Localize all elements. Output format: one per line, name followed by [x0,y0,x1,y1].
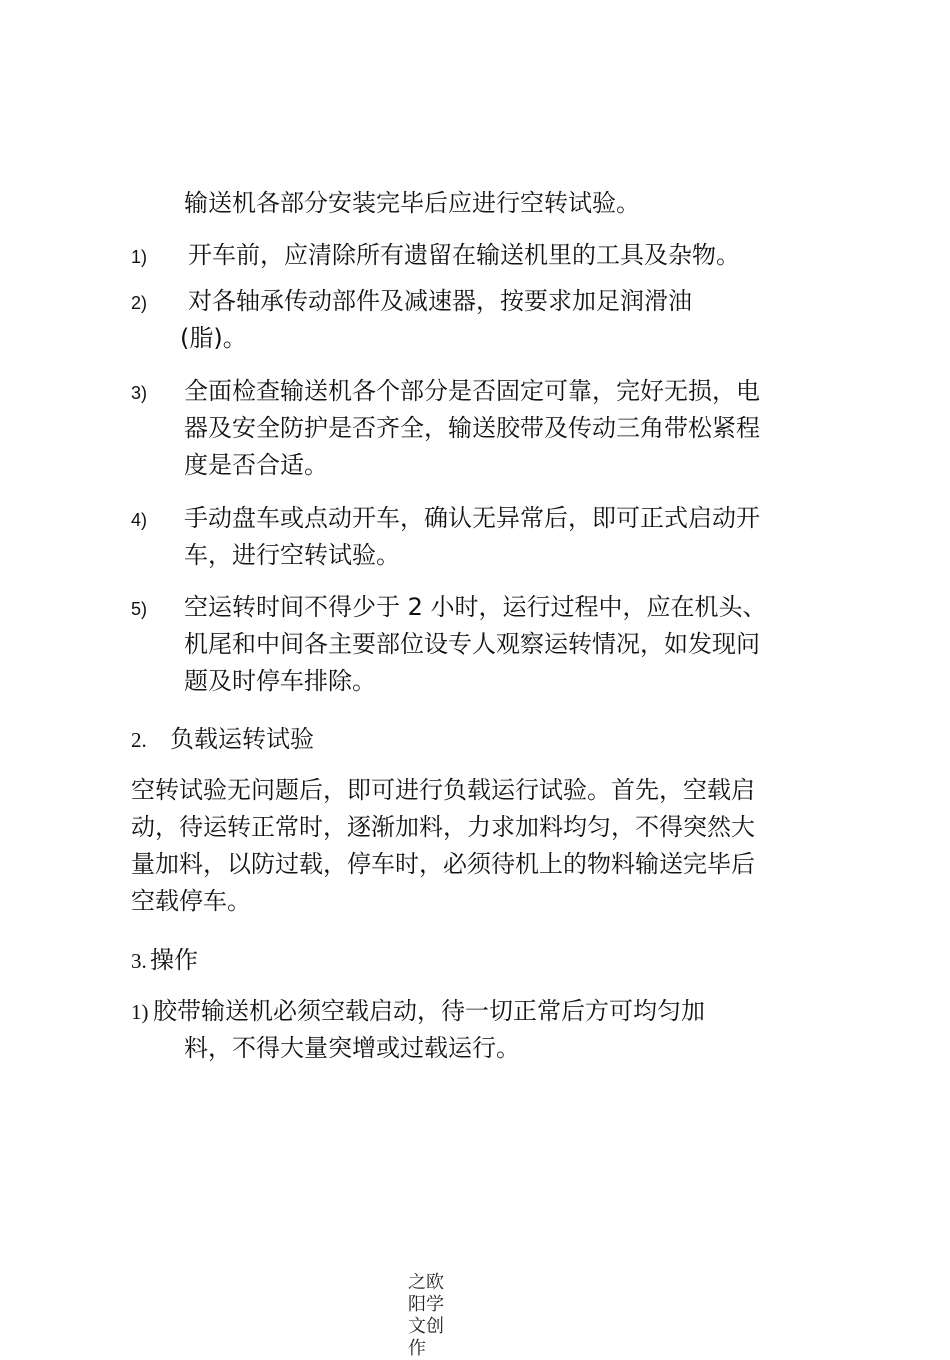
step-4-number: 4) [131,510,148,530]
step-5-line-1: 空运转时间不得少于 2 小时，运行过程中，应在机头、 [184,593,767,621]
step-3-number: 3) [131,383,148,403]
step-5-number: 5) [131,599,148,619]
step-2-text [188,283,692,320]
section-2-title: 负载运转试验 [170,725,314,753]
step-4-text [184,500,760,574]
step-1-number: 1) [131,247,148,267]
step-4-line-1: 手动盘车或点动开车，确认无异常后，即可正式启动开 [184,504,760,532]
step-1-line-1: 开车前，应清除所有遗留在输送机里的工具及杂物。 [188,241,740,269]
step-3-line-1: 全面检查输送机各个部分是否固定可靠，完好无损，电 [184,377,760,405]
step-5-line-3: 题及时停车排除。 [184,667,376,695]
step-4-line-2: 车，进行空转试验。 [184,541,400,569]
step-2-line-2: (脂)。 [180,324,247,352]
para-2-line-1: 空转试验无问题后，即可进行负载运行试验。首先，空载启 [131,776,755,804]
step-1-text [188,237,740,274]
step-3-line-2: 器及安全防护是否齐全，输送胶带及传动三角带松紧程 [184,414,760,442]
step-5-line-2: 机尾和中间各主要部位设专人观察运转情况，如发现问 [184,630,760,658]
para-2-line-2: 动，待运转正常时，逐渐加料，力求加料均匀，不得突然大 [131,813,755,841]
section-2-number: 2. [131,728,147,752]
intro-text: 输送机各部分安装完毕后应进行空转试验。 [184,189,640,217]
op-1-line-2: 料，不得大量突增或过载运行。 [184,1034,520,1062]
section-3-title: 操作 [150,946,198,974]
step-3-line-3: 度是否合适。 [184,451,328,479]
section-2-paragraph [131,772,755,920]
op-1-line-1: 胶带输送机必须空载启动，待一切正常后方可均匀加 [153,997,705,1025]
step-2-number: 2) [131,293,148,313]
section-3-number: 3. [131,949,147,973]
step-5-text [184,589,767,700]
step-3-text [184,373,760,484]
para-2-line-3: 量加料，以防过载，停车时，必须待机上的物料输送完毕后 [131,850,755,878]
step-2-line-1: 对各轴承传动部件及减速器，按要求加足润滑油 [188,287,692,315]
footer-author-note: 之欧阳学文创作 [408,1272,444,1359]
para-2-line-4: 空载停车。 [131,887,251,915]
op-1-number: 1) [131,1000,149,1024]
